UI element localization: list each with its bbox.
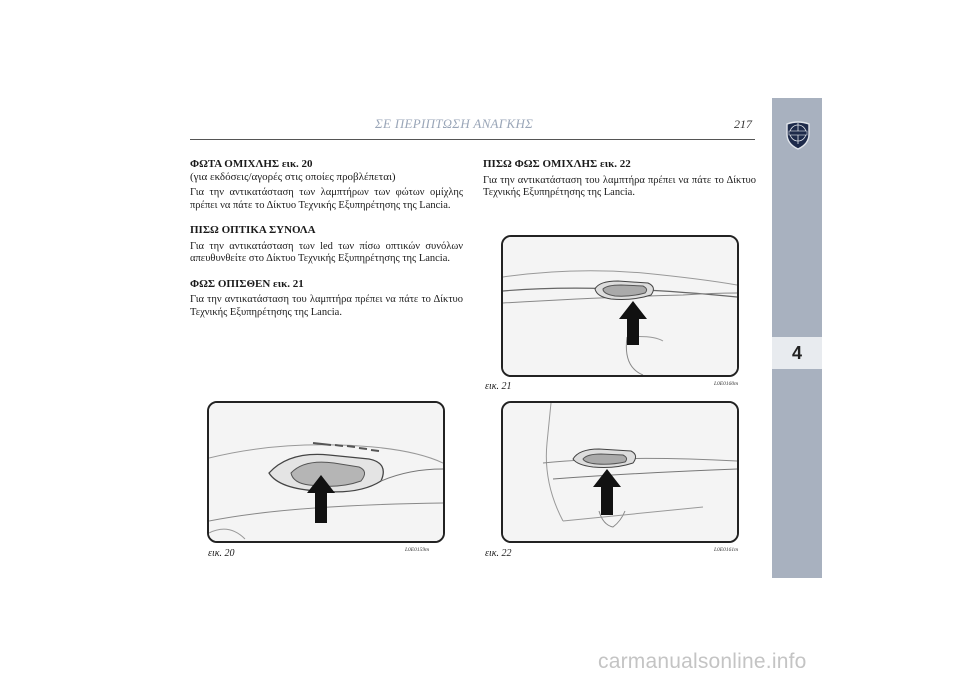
figure-22-code: L0E0161m (714, 547, 739, 553)
fog-lights-heading: ΦΩΤΑ ΟΜΙΧΛΗΣ εικ. 20 (190, 158, 313, 170)
right-column (483, 158, 756, 212)
figure-22-image (501, 401, 739, 543)
section-title: ΣΕ ΠΕΡΙΠΤΩΣΗ ΑΝΑΓΚΗΣ (375, 116, 534, 131)
lancia-logo-icon (784, 120, 812, 150)
figure-20-code: L0E0159m (405, 547, 430, 553)
reverse-light-heading: ΦΩΣ ΟΠΙΣΘΕΝ εικ. 21 (190, 277, 304, 290)
page-number: 217 (734, 117, 752, 131)
chapter-number-tab: 4 (772, 337, 822, 369)
rear-clusters-heading: ΠΙΣΩ ΟΠΤΙΚΑ ΣΥΝΟΛΑ (190, 224, 316, 236)
figure-20-caption: εικ. 20 (208, 548, 235, 559)
reverse-light-body: Για την αντικατάσταση του λαμπτήρα πρέπει να πάτε το Δίκτυο Τεχνικής Εξυπηρέτησης της Lancia. (190, 294, 463, 318)
fog-lights-subheading: (για εκδόσεις/αγορές στις οποίες προβλέπεται) (190, 170, 396, 183)
rear-clusters-body: Για την αντικατάσταση των led των πίσω οπτικών συνόλων απευθυνθείτε στο Δίκτυο Τεχνικής Εξυπηρέτησης της Lancia. (190, 240, 463, 264)
header-divider (190, 139, 755, 140)
rear-fog-light-heading: ΠΙΣΩ ΦΩΣ ΟΜΙΧΛΗΣ εικ. 22 (483, 158, 631, 170)
figure-21-code: L0E0160m (714, 381, 739, 387)
figure-20-image (207, 401, 445, 543)
rear-fog-light-body: Για την αντικατάσταση του λαμπτήρα πρέπει να πάτε το Δίκτυο Τεχνικής Εξυπηρέτησης της Lancia. (483, 174, 756, 198)
left-column (190, 158, 463, 331)
figure-21-image (501, 235, 739, 377)
figure-22-caption: εικ. 22 (485, 548, 512, 559)
figure-21-caption: εικ. 21 (485, 381, 512, 392)
fog-lights-body: Για την αντικατάσταση των λαμπτήρων των φώτων ομίχλης πρέπει να πάτε το Δίκτυο Τεχνικής Εξυπηρέτησης της Lancia. (190, 187, 463, 211)
watermark: carmanualsonline.info (598, 650, 807, 673)
